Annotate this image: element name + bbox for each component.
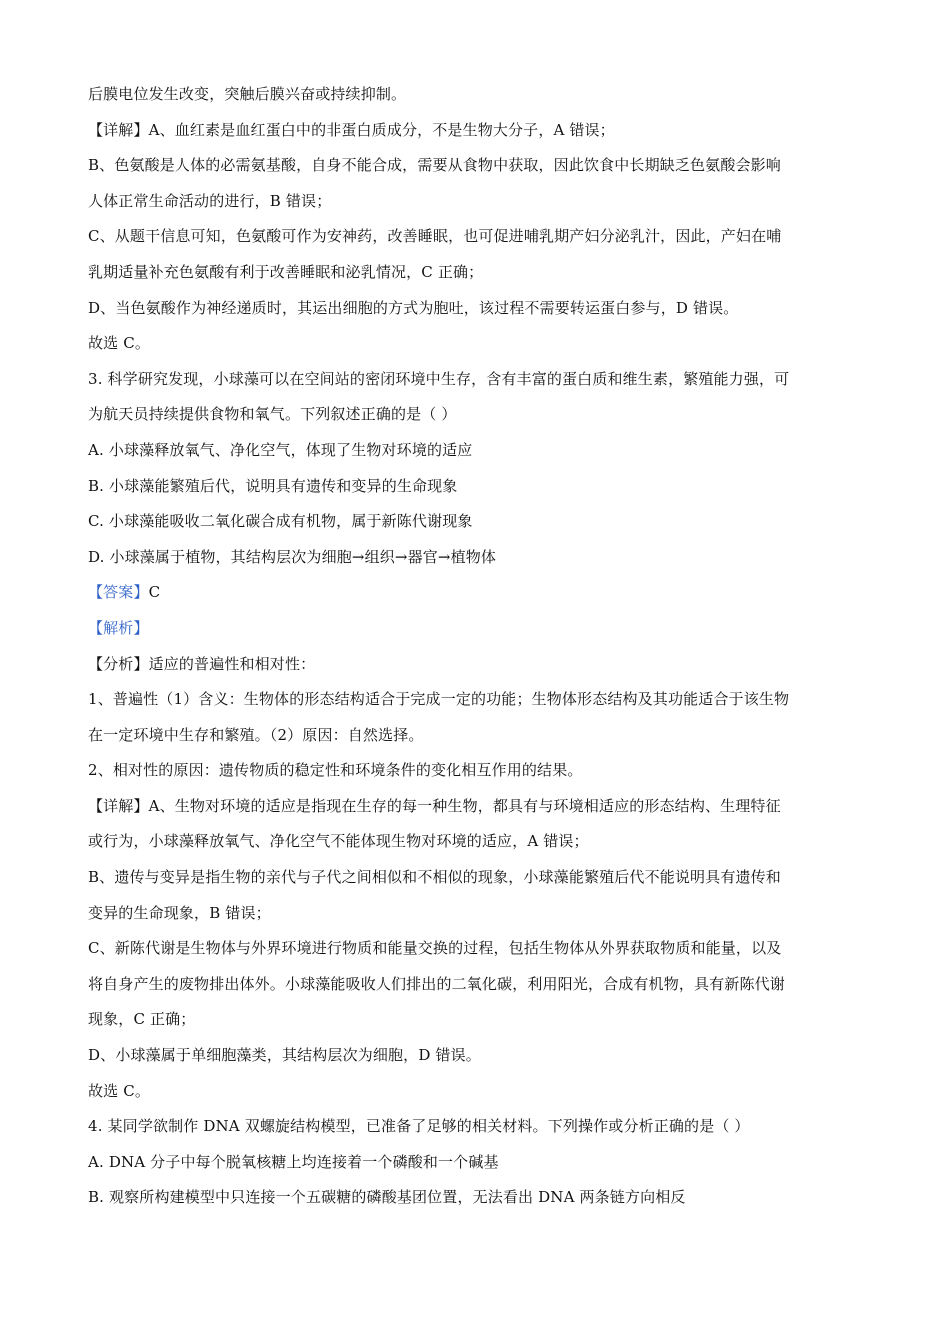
answer-label: 【答案】 [88,583,149,602]
question-3-stem: 为航天员持续提供食物和氧气。下列叙述正确的是（ ） [88,405,457,424]
text-line: 2、相对性的原因：遗传物质的稳定性和环境条件的变化相互作用的结果。 [88,761,583,780]
text-line: 【详解】A、生物对环境的适应是指现在生存的每一种生物，都具有与环境相适应的形态结构、生理特征 [88,796,781,815]
analysis-label: 【解析】 [88,618,149,637]
answer-value: C [148,583,161,602]
text-line: 人体正常生命活动的进行，B 错误； [88,191,332,210]
text-line: 乳期适量补充色氨酸有利于改善睡眠和泌乳情况，C 正确； [88,262,484,281]
text-line: 在一定环境中生存和繁殖。（2）原因：自然选择。 [88,725,424,744]
text-line: 现象，C 正确； [88,1010,196,1029]
text-line: D、当色氨酸作为神经递质时，其运出细胞的方式为胞吐，该过程不需要转运蛋白参与，D 错误。 [88,298,739,317]
question-4-stem: 4. 某同学欲制作 DNA 双螺旋结构模型，已准备了足够的相关材料。下列操作或分析正确的是（ ） [88,1117,750,1136]
option-b: B. 小球藻能繁殖后代，说明具有遗传和变异的生命现象 [88,476,458,495]
option-c: C. 小球藻能吸收二氧化碳合成有机物，属于新陈代谢现象 [88,512,473,531]
option-b: B. 观察所构建模型中只连接一个五碳糖的磷酸基团位置，无法看出 DNA 两条链方向相反 [88,1188,686,1207]
option-d: D. 小球藻属于植物，其结构层次为细胞→组织→器官→植物体 [88,547,497,566]
text-line: C、从题干信息可知，色氨酸可作为安神药，改善睡眠，也可促进哺乳期产妇分泌乳汁，因此，产妇在哺 [88,227,782,246]
answer-line [88,575,868,611]
option-a: A. 小球藻释放氧气、净化空气，体现了生物对环境的适应 [88,440,473,459]
text-line: 1、普遍性（1）含义：生物体的形态结构适合于完成一定的功能；生物体形态结构及其功能适合于该生物 [88,690,790,709]
text-line: B、色氨酸是人体的必需氨基酸，自身不能合成，需要从食物中获取，因此饮食中长期缺乏色氨酸会影响 [88,156,781,175]
text-line: D、小球藻属于单细胞藻类，其结构层次为细胞，D 错误。 [88,1046,481,1065]
text-line: B、遗传与变异是指生物的亲代与子代之间相似和不相似的现象，小球藻能繁殖后代不能说明具有遗传和 [88,868,781,887]
text-line: C、新陈代谢是生物体与外界环境进行物质和能量交换的过程，包括生物体从外界获取物质和能量，以及 [88,939,782,958]
question-3-stem: 3. 科学研究发现，小球藻可以在空间站的密闭环境中生存，含有丰富的蛋白质和维生素，繁殖能力强，可 [88,369,790,388]
option-a: A. DNA 分子中每个脱氧核糖上均连接着一个磷酸和一个碱基 [88,1152,499,1171]
text-line: 变异的生命现象，B 错误； [88,903,271,922]
text-line: 将自身产生的废物排出体外。小球藻能吸收人们排出的二氧化碳，利用阳光，合成有机物，具有新陈代谢 [88,974,785,993]
text-line: 故选 C。 [88,1081,150,1100]
document-page [88,77,868,1216]
text-line: 故选 C。 [88,334,150,353]
text-line: 【详解】A、血红素是血红蛋白中的非蛋白质成分，不是生物大分子，A 错误； [88,120,615,139]
text-line: 后膜电位发生改变，突触后膜兴奋或持续抑制。 [88,85,407,103]
text-line: 或行为，小球藻释放氧气、净化空气不能体现生物对环境的适应，A 错误； [88,832,589,851]
text-line: 【分析】适应的普遍性和相对性： [88,654,316,673]
